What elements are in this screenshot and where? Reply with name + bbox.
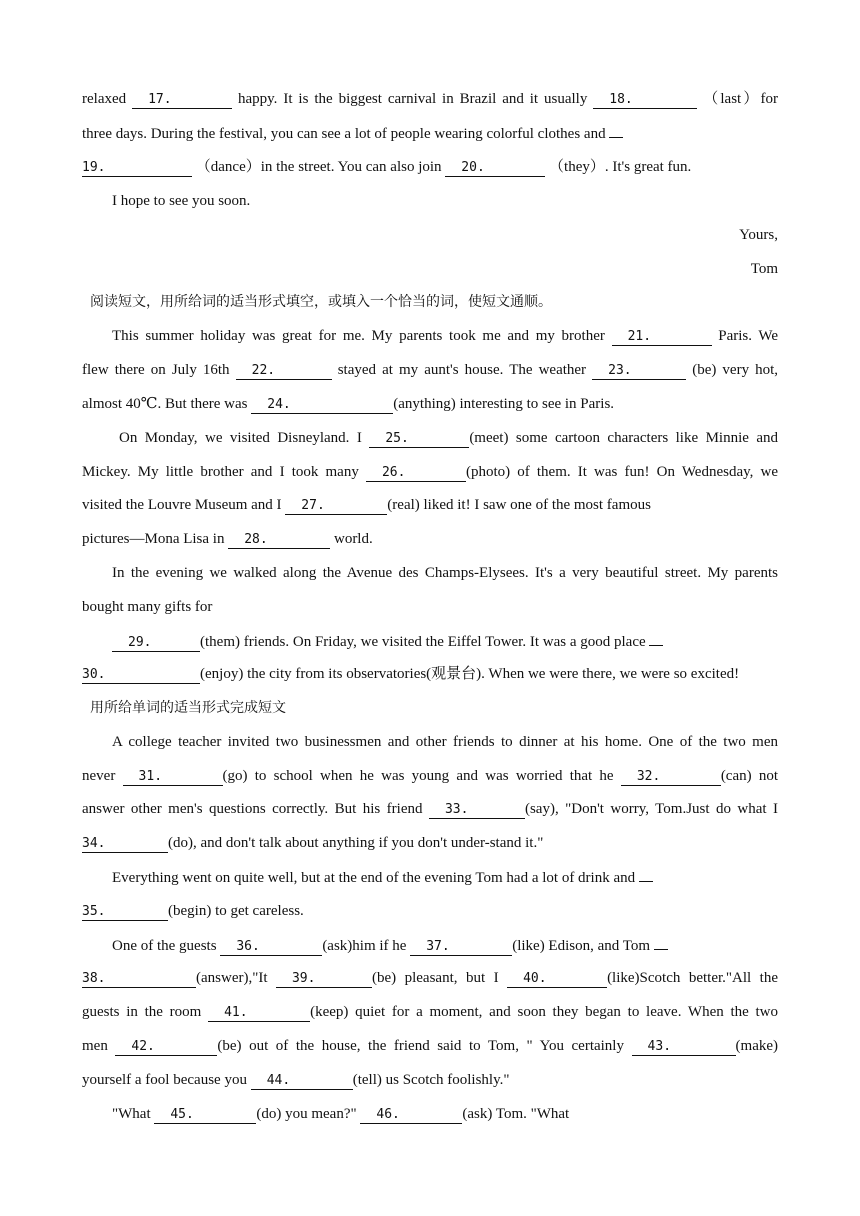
answer-blank[interactable]: 21. [612,329,712,346]
text-line: pictures—Mona Lisa in 28. world. [82,531,373,547]
text-line: 30. (enjoy) the city from its observatories(观景台). When we were there, we were so excited! [82,666,740,682]
answer-blank[interactable]: 25. [369,431,469,448]
answer-blank-start [609,123,623,138]
answer-blank[interactable]: 36. [220,939,322,956]
answer-blank[interactable]: 39. [276,971,372,988]
answer-blank-start [649,631,663,646]
text-line: answer other men's questions correctly. But his friend 33. (say), "Don't worry, Tom.Just do what I [82,801,779,817]
letter-closing: Yours, [739,227,778,243]
text-line: guests in the room 41. (keep) quiet for a moment, and soon they began to leave. When the two [82,1004,779,1020]
answer-blank[interactable]: 37. [410,939,512,956]
section-instruction: 阅读短文，用所给词的适当形式填空，或填入一个恰当的词，使短文通顺。 [90,294,552,310]
text-line: never 31. (go) to school when he was young and was worried that he 32. (can) not [82,768,779,784]
answer-blank[interactable]: 38. [82,971,196,988]
answer-blank[interactable]: 43. [632,1039,736,1056]
answer-blank[interactable]: 28. [228,532,330,549]
answer-blank[interactable]: 20. [445,160,545,177]
answer-blank[interactable]: 40. [507,971,607,988]
text-line: 38. (answer),"It 39. (be) pleasant, but I 40. (like)Scotch better."All the [82,970,778,986]
answer-blank[interactable]: 46. [360,1107,462,1124]
text-line: yourself a fool because you 44. (tell) us Scotch foolishly." [82,1072,510,1088]
answer-blank[interactable]: 23. [592,363,686,380]
section-instruction: 用所给单词的适当形式完成短文 [90,700,286,716]
answer-blank[interactable]: 17. [132,92,232,109]
answer-blank[interactable]: 31. [123,769,223,786]
answer-blank[interactable]: 18. [593,92,697,109]
answer-blank[interactable]: 22. [236,363,332,380]
answer-blank[interactable]: 27. [285,498,387,515]
text-line: flew there on July 16th 22. stayed at my aunt's house. The weather 23. (be) very hot, [82,362,779,378]
answer-blank[interactable]: 26. [366,465,466,482]
answer-blank[interactable]: 29. [112,635,200,652]
text-line: In the evening we walked along the Avenue des Champs-Elysees. It's a very beautiful street. My parents [112,565,778,581]
text-line: relaxed 17. happy. It is the biggest carnival in Brazil and it usually 18. （last）for [82,91,779,107]
text-line: men 42. (be) out of the house, the friend said to Tom, " You certainly 43. (make) [82,1038,779,1054]
text-line: Everything went on quite well, but at the end of the evening Tom had a lot of drink and [112,867,778,888]
text-line: almost 40℃. But there was 24. (anything) interesting to see in Paris. [82,396,615,412]
answer-blank[interactable]: 19. [82,160,192,177]
answer-blank-start [639,867,653,882]
text-line: three days. During the festival, you can see a lot of people wearing colorful clothes and [82,123,778,144]
answer-blank-start [654,935,668,950]
text-line: 34. (do), and don't talk about anything if you don't under-stand it." [82,835,544,851]
answer-blank[interactable]: 42. [115,1039,217,1056]
answer-blank[interactable]: 24. [251,397,393,414]
answer-blank[interactable]: 41. [208,1005,310,1022]
answer-blank[interactable]: 35. [82,904,168,921]
text-line: 35. (begin) to get careless. [82,903,304,919]
answer-blank[interactable]: 30. [82,667,200,684]
letter-signature: Tom [750,261,778,277]
text-line: This summer holiday was great for me. My parents took me and my brother 21. Paris. We [112,328,778,344]
answer-blank[interactable]: 45. [154,1107,256,1124]
answer-blank[interactable]: 34. [82,836,168,853]
answer-blank[interactable]: 32. [621,769,721,786]
answer-blank[interactable]: 44. [251,1073,353,1090]
text-line: Mickey. My little brother and I took many 26. (photo) of them. It was fun! On Wednesday, we [82,464,779,480]
text-line: "What 45. (do) you mean?" 46. (ask) Tom. "What [112,1106,570,1122]
text-line: bought many gifts for [82,599,213,615]
text-line: 29. (them) friends. On Friday, we visited the Eiffel Tower. It was a good place [112,631,778,652]
text-line: I hope to see you soon. [112,193,251,209]
text-line: A college teacher invited two businessmen and other friends to dinner at his home. One of the two men [112,734,778,750]
text-line: visited the Louvre Museum and I 27. (real) liked it! I saw one of the most famous [82,497,651,513]
text-line: 19. （dance）in the street. You can also join 20. （they）. It's great fun. [82,159,692,175]
answer-blank[interactable]: 33. [429,802,525,819]
text-line: One of the guests 36. (ask)him if he 37. (like) Edison, and Tom [112,935,778,956]
text-line: On Monday, we visited Disneyland. I 25. (meet) some cartoon characters like Minnie and [119,430,778,446]
